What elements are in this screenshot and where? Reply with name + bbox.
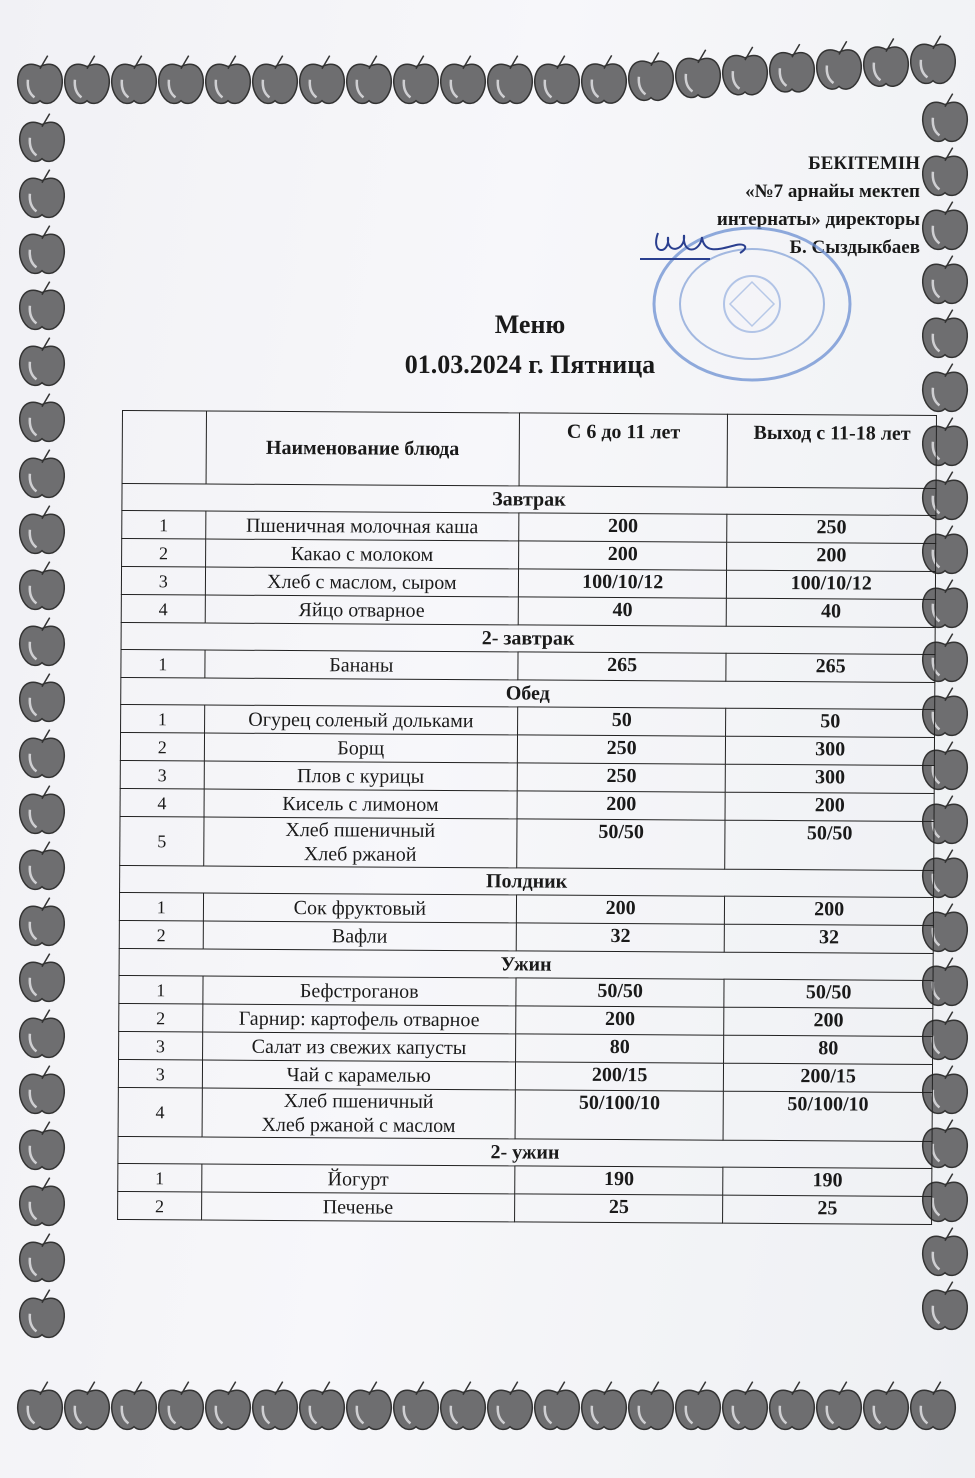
table-row <box>118 1191 932 1224</box>
portion-6-11: 190 <box>515 1166 724 1195</box>
row-number: 3 <box>120 760 204 789</box>
dish-name-cell <box>205 567 518 597</box>
portion-6-11: 25 <box>515 1194 724 1223</box>
portion-6-11: 200 <box>517 791 726 820</box>
dish-name-cell <box>205 511 518 541</box>
portion-11-18: 200 <box>725 896 934 925</box>
menu-table <box>117 410 937 1225</box>
dish-name: Йогурт <box>327 1167 389 1191</box>
portion-11-18: 80 <box>724 1035 933 1064</box>
dish-name: Гарнир: картофель отварное <box>238 1007 480 1031</box>
row-number: 2 <box>119 920 203 949</box>
approval-heading: БЕКІТЕМІН <box>808 153 920 174</box>
section-title: Обед <box>121 677 935 709</box>
row-number: 5 <box>120 816 204 866</box>
dish-name: Хлеб с маслом, сыром <box>266 570 457 594</box>
header-age-11-18: Выход с 11-18 лет <box>728 414 937 488</box>
menu-date: 01.03.2024 г. Пятница <box>404 350 656 379</box>
portion-6-11: 200 <box>519 541 728 570</box>
table-row <box>120 816 934 870</box>
dish-name-cell <box>205 595 518 625</box>
approval-school: «№7 арнайы мектеп <box>745 181 920 202</box>
dish-name: Яйцо отварное <box>298 598 425 622</box>
dish-name-cell <box>202 1004 515 1034</box>
row-number: 2 <box>122 539 206 568</box>
dish-name: Салат из свежих капусты <box>251 1035 467 1059</box>
dish-name-cell <box>202 1088 516 1139</box>
dish-name-cell <box>203 976 516 1006</box>
row-number: 1 <box>122 511 206 540</box>
dish-name-cell <box>204 705 517 735</box>
dish-name-cell <box>202 1032 515 1062</box>
portion-6-11: 250 <box>517 763 726 792</box>
dish-name-cell <box>201 1192 514 1222</box>
portion-6-11: 265 <box>518 652 727 681</box>
portion-11-18: 200 <box>725 792 934 821</box>
table-row <box>118 1087 932 1141</box>
section-title: 2- ужин <box>118 1136 932 1168</box>
table-header-row <box>122 411 936 489</box>
dish-name-cell <box>204 789 517 819</box>
portion-11-18: 32 <box>725 924 934 953</box>
portion-11-18: 250 <box>727 514 936 543</box>
portion-11-18: 25 <box>723 1195 932 1224</box>
portion-6-11: 80 <box>516 1034 725 1063</box>
row-number: 1 <box>121 704 205 733</box>
row-number: 3 <box>119 1031 203 1060</box>
portion-11-18: 100/10/12 <box>727 570 936 599</box>
section-title: Полдник <box>120 865 934 897</box>
dish-name: Сок фруктовый <box>293 896 427 920</box>
row-number: 4 <box>120 788 204 817</box>
row-number: 4 <box>118 1087 202 1137</box>
portion-6-11: 50 <box>518 707 727 736</box>
approval-director-name: Б. Сыздыкбаев <box>789 237 920 258</box>
dish-name: Борщ <box>337 736 385 760</box>
director-signature <box>640 225 760 265</box>
portion-6-11: 200/15 <box>515 1062 724 1091</box>
portion-6-11: 100/10/12 <box>518 569 727 598</box>
section-title: 2- завтрак <box>121 622 935 654</box>
portion-11-18: 200 <box>727 542 936 571</box>
dish-name-cell <box>201 1164 514 1194</box>
portion-11-18: 300 <box>726 736 935 765</box>
row-number: 1 <box>119 975 203 1004</box>
dish-name-second-line: Хлеб ржаной <box>303 843 417 866</box>
header-age-6-11: С 6 до 11 лет <box>519 413 728 487</box>
dish-name-cell <box>205 539 518 569</box>
portion-11-18: 200/15 <box>724 1063 933 1092</box>
dish-name-cell <box>203 893 516 923</box>
dish-name-cell <box>202 1060 515 1090</box>
dish-name-second-line: Хлеб ржаной с маслом <box>261 1113 456 1138</box>
dish-name-cell <box>204 761 517 791</box>
header-number <box>122 411 206 485</box>
portion-11-18: 50/100/10 <box>724 1091 933 1141</box>
portion-11-18: 50/50 <box>725 820 934 870</box>
dish-name: Какао с молоком <box>290 542 434 566</box>
dish-name: Кисель с лимоном <box>282 792 439 816</box>
dish-name: Хлеб пшеничный <box>283 1090 434 1113</box>
header-dish-name: Наименование блюда <box>206 411 520 486</box>
portion-11-18: 40 <box>727 598 936 627</box>
row-number: 1 <box>118 1163 202 1192</box>
row-number: 3 <box>121 567 205 596</box>
dish-name: Огурец соленый дольками <box>248 708 474 732</box>
dish-name: Вафли <box>331 924 388 948</box>
portion-6-11: 50/100/10 <box>515 1090 724 1140</box>
row-number: 1 <box>119 892 203 921</box>
dish-name: Плов с курицы <box>297 764 425 788</box>
portion-11-18: 265 <box>726 653 935 682</box>
portion-11-18: 190 <box>723 1167 932 1196</box>
portion-11-18: 50/50 <box>724 979 933 1008</box>
dish-name-cell <box>203 817 517 868</box>
row-number: 2 <box>119 1003 203 1032</box>
dish-name-cell <box>204 733 517 763</box>
row-number: 4 <box>121 594 205 623</box>
dish-name: Печенье <box>322 1195 394 1219</box>
portion-6-11: 200 <box>516 1006 725 1035</box>
menu-title: Меню <box>494 310 566 339</box>
portion-6-11: 250 <box>517 735 726 764</box>
row-number: 2 <box>120 732 204 761</box>
dish-name: Чай с карамелью <box>286 1063 431 1087</box>
portion-11-18: 200 <box>724 1007 933 1036</box>
portion-6-11: 50/50 <box>517 819 726 869</box>
row-number: 2 <box>118 1191 202 1220</box>
portion-6-11: 200 <box>519 513 728 542</box>
section-title: Завтрак <box>122 484 936 516</box>
portion-6-11: 200 <box>516 895 725 924</box>
dish-name: Бананы <box>329 653 394 677</box>
portion-11-18: 300 <box>726 764 935 793</box>
dish-name: Пшеничная молочная каша <box>245 514 479 538</box>
dish-name-cell <box>203 921 516 951</box>
row-number: 1 <box>121 649 205 678</box>
row-number: 3 <box>118 1059 202 1088</box>
dish-name: Хлеб пшеничный <box>285 819 436 842</box>
portion-11-18: 50 <box>726 708 935 737</box>
portion-6-11: 32 <box>516 923 725 952</box>
approval-position: интернаты» директоры <box>716 209 920 230</box>
dish-name: Бефстроганов <box>299 979 419 1003</box>
portion-6-11: 40 <box>518 597 727 626</box>
portion-6-11: 50/50 <box>516 978 725 1007</box>
section-title: Ужин <box>119 948 933 980</box>
dish-name-cell <box>205 650 518 680</box>
